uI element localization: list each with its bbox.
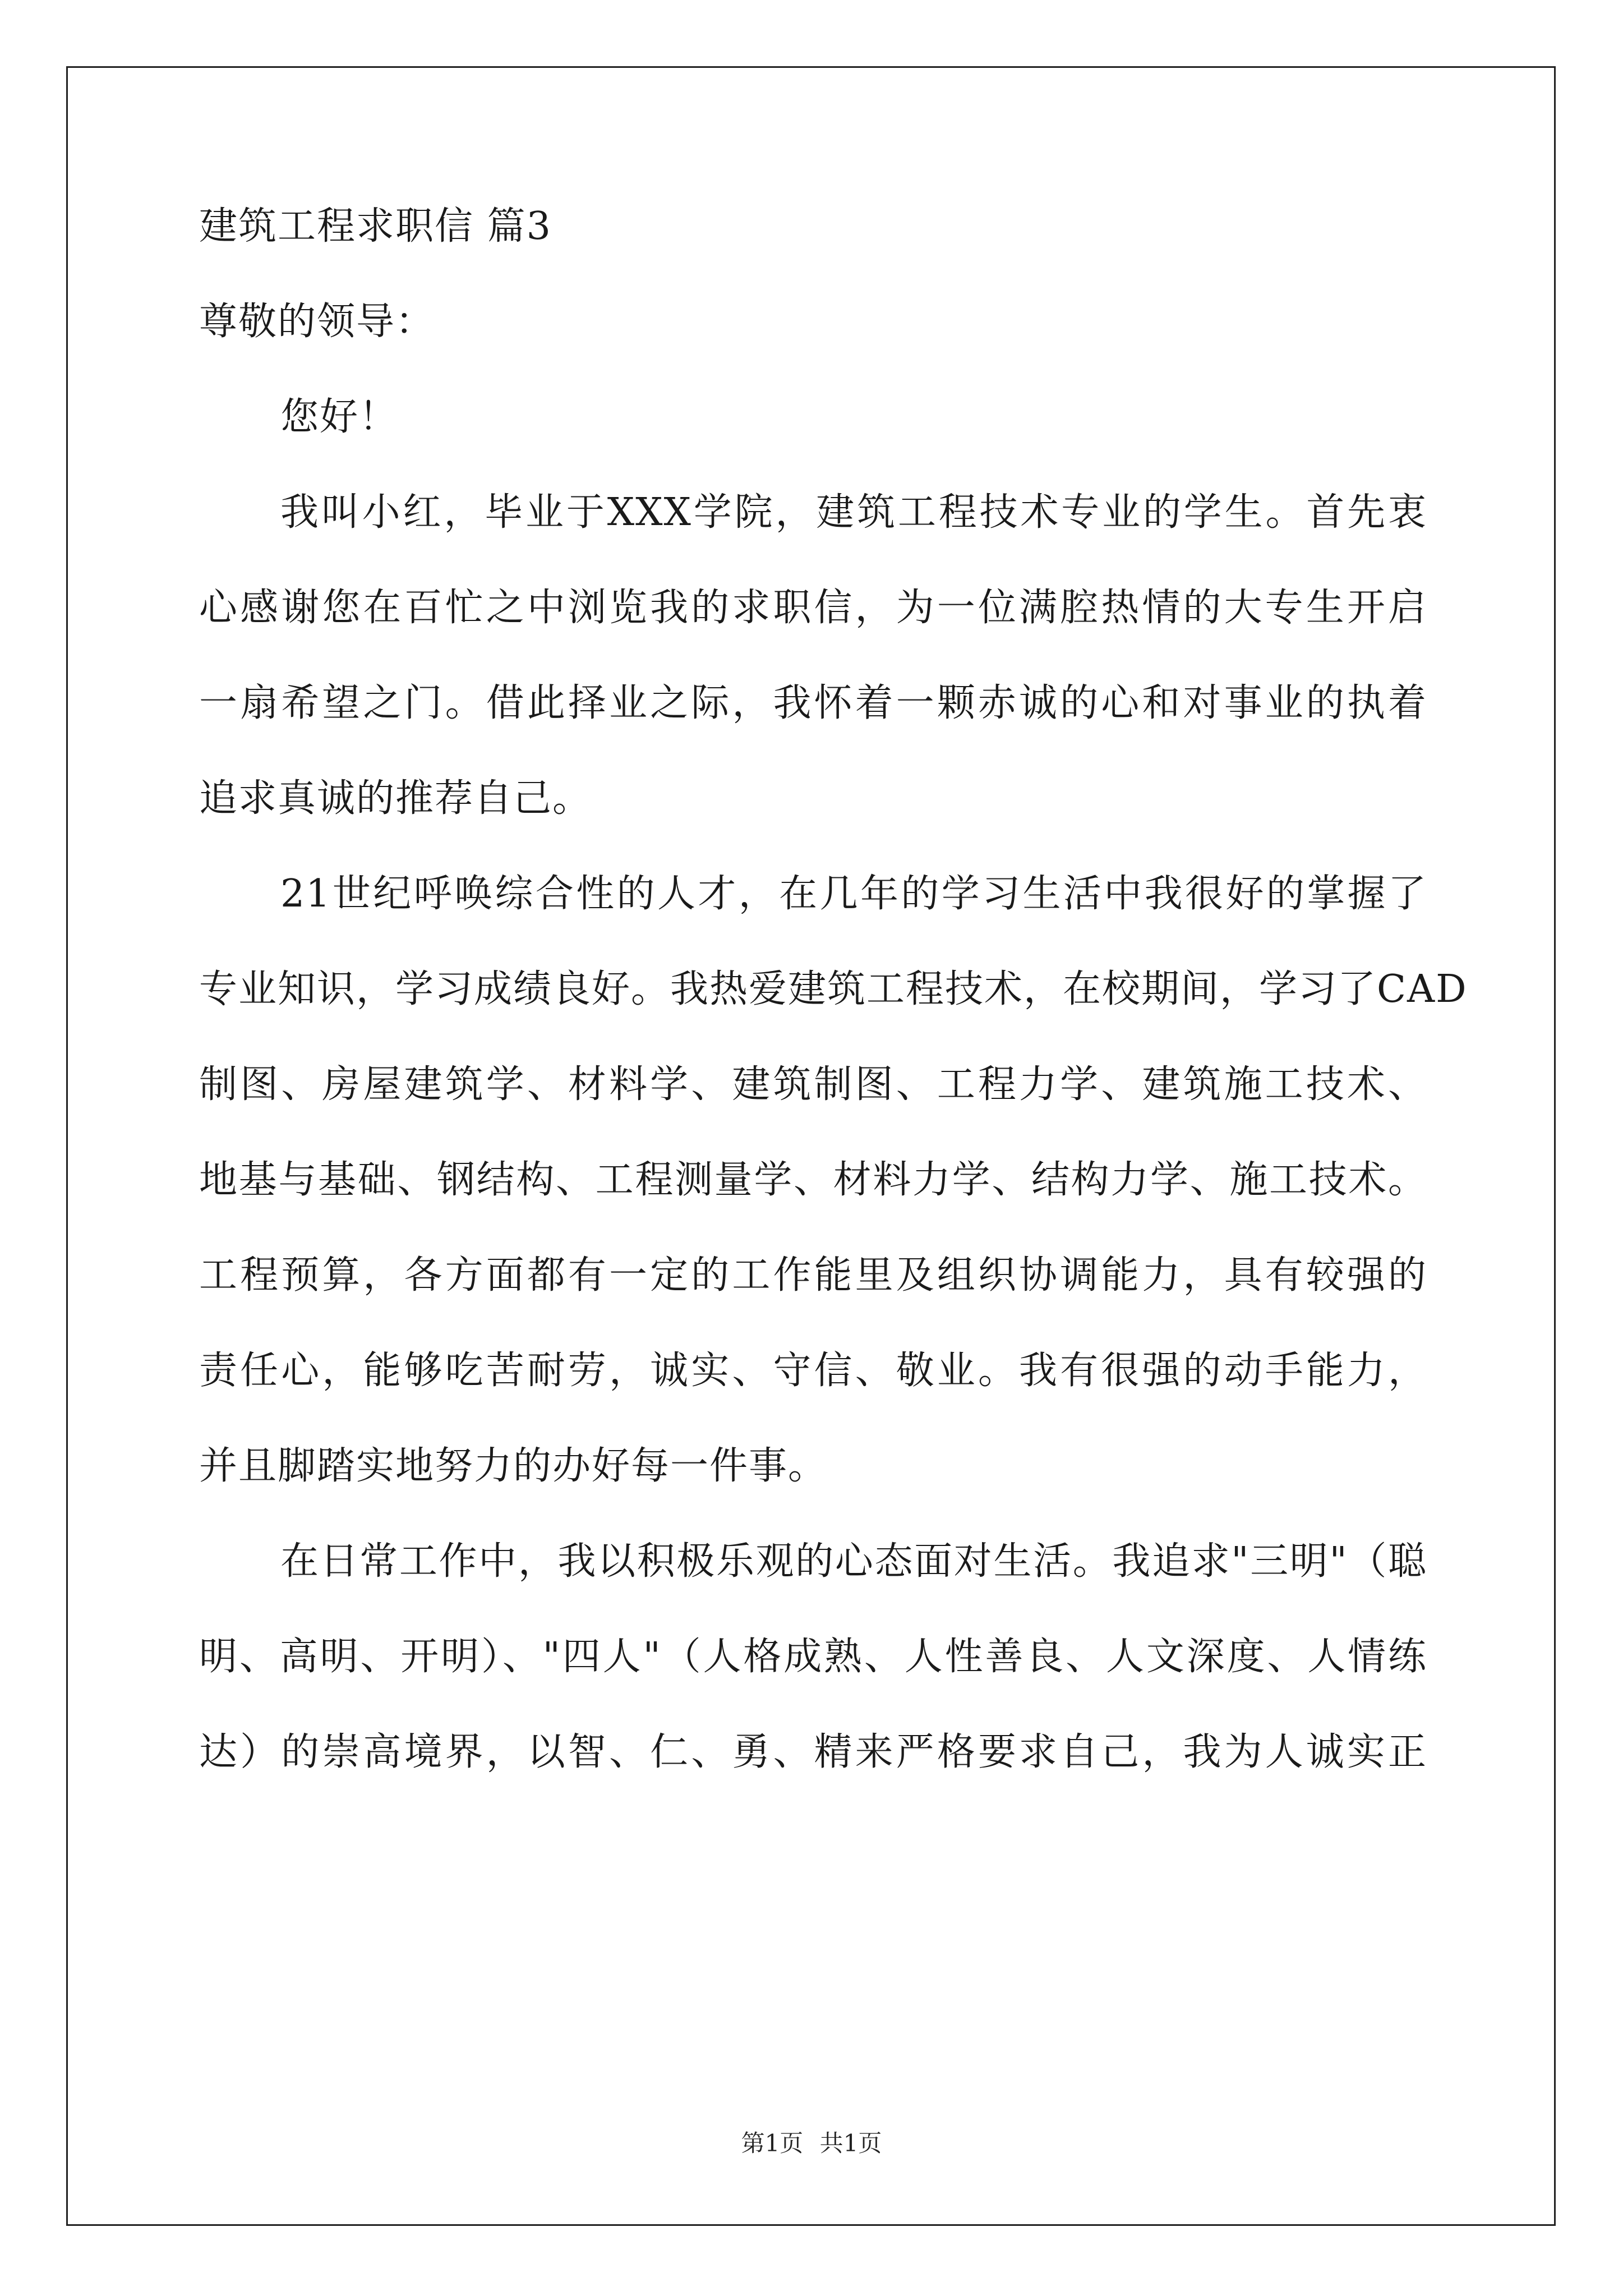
page-border <box>66 66 1556 2226</box>
paragraph-3-line-1: 在日常工作中，我以积极乐观的心态面对生活。我追求"三明"（聪 <box>280 1539 1427 1584</box>
document-heading: 建筑工程求职信 篇3 <box>199 204 552 249</box>
page-number-total: 共1页 <box>819 2129 882 2157</box>
paragraph-1-line-2: 心感谢您在百忙之中浏览我的求职信，为一位满腔热情的大专生开启 <box>199 586 1427 630</box>
paragraph-2-line-2: 专业知识，学习成绩良好。我热爱建筑工程技术，在校期间，学习了CAD <box>199 967 1468 1011</box>
page-number-current: 第1页 <box>741 2129 804 2157</box>
salutation: 尊敬的领导： <box>199 300 435 344</box>
paragraph-3-line-3: 达）的崇高境界，以智、仁、勇、精来严格要求自己，我为人诚实正 <box>199 1730 1427 1774</box>
paragraph-2-line-3: 制图、房屋建筑学、材料学、建筑制图、工程力学、建筑施工技术、 <box>199 1062 1427 1107</box>
paragraph-1-line-1: 我叫小红，毕业于XXX学院，建筑工程技术专业的学生。首先衷 <box>280 490 1427 535</box>
greeting: 您好！ <box>280 395 399 439</box>
paragraph-2-line-1: 21世纪呼唤综合性的人才，在几年的学习生活中我很好的掌握了 <box>280 872 1427 916</box>
paragraph-2-line-4: 地基与基础、钢结构、工程测量学、材料力学、结构力学、施工技术。 <box>199 1158 1427 1202</box>
paragraph-1-line-4: 追求真诚的推荐自己。 <box>199 776 592 821</box>
paragraph-2-line-6: 责任心，能够吃苦耐劳，诚实、守信、敬业。我有很强的动手能力， <box>199 1349 1427 1393</box>
paragraph-3-line-2: 明、高明、开明）、"四人"（人格成熟、人性善良、人文深度、人情练 <box>199 1635 1427 1679</box>
paragraph-2-line-5: 工程预算，各方面都有一定的工作能里及组织协调能力，具有较强的 <box>199 1253 1427 1297</box>
paragraph-1-line-3: 一扇希望之门。借此择业之际，我怀着一颗赤诚的心和对事业的执着 <box>199 681 1427 725</box>
paragraph-2-line-7: 并且脚踏实地努力的办好每一件事。 <box>199 1444 828 1488</box>
page-footer <box>0 2129 1623 2157</box>
